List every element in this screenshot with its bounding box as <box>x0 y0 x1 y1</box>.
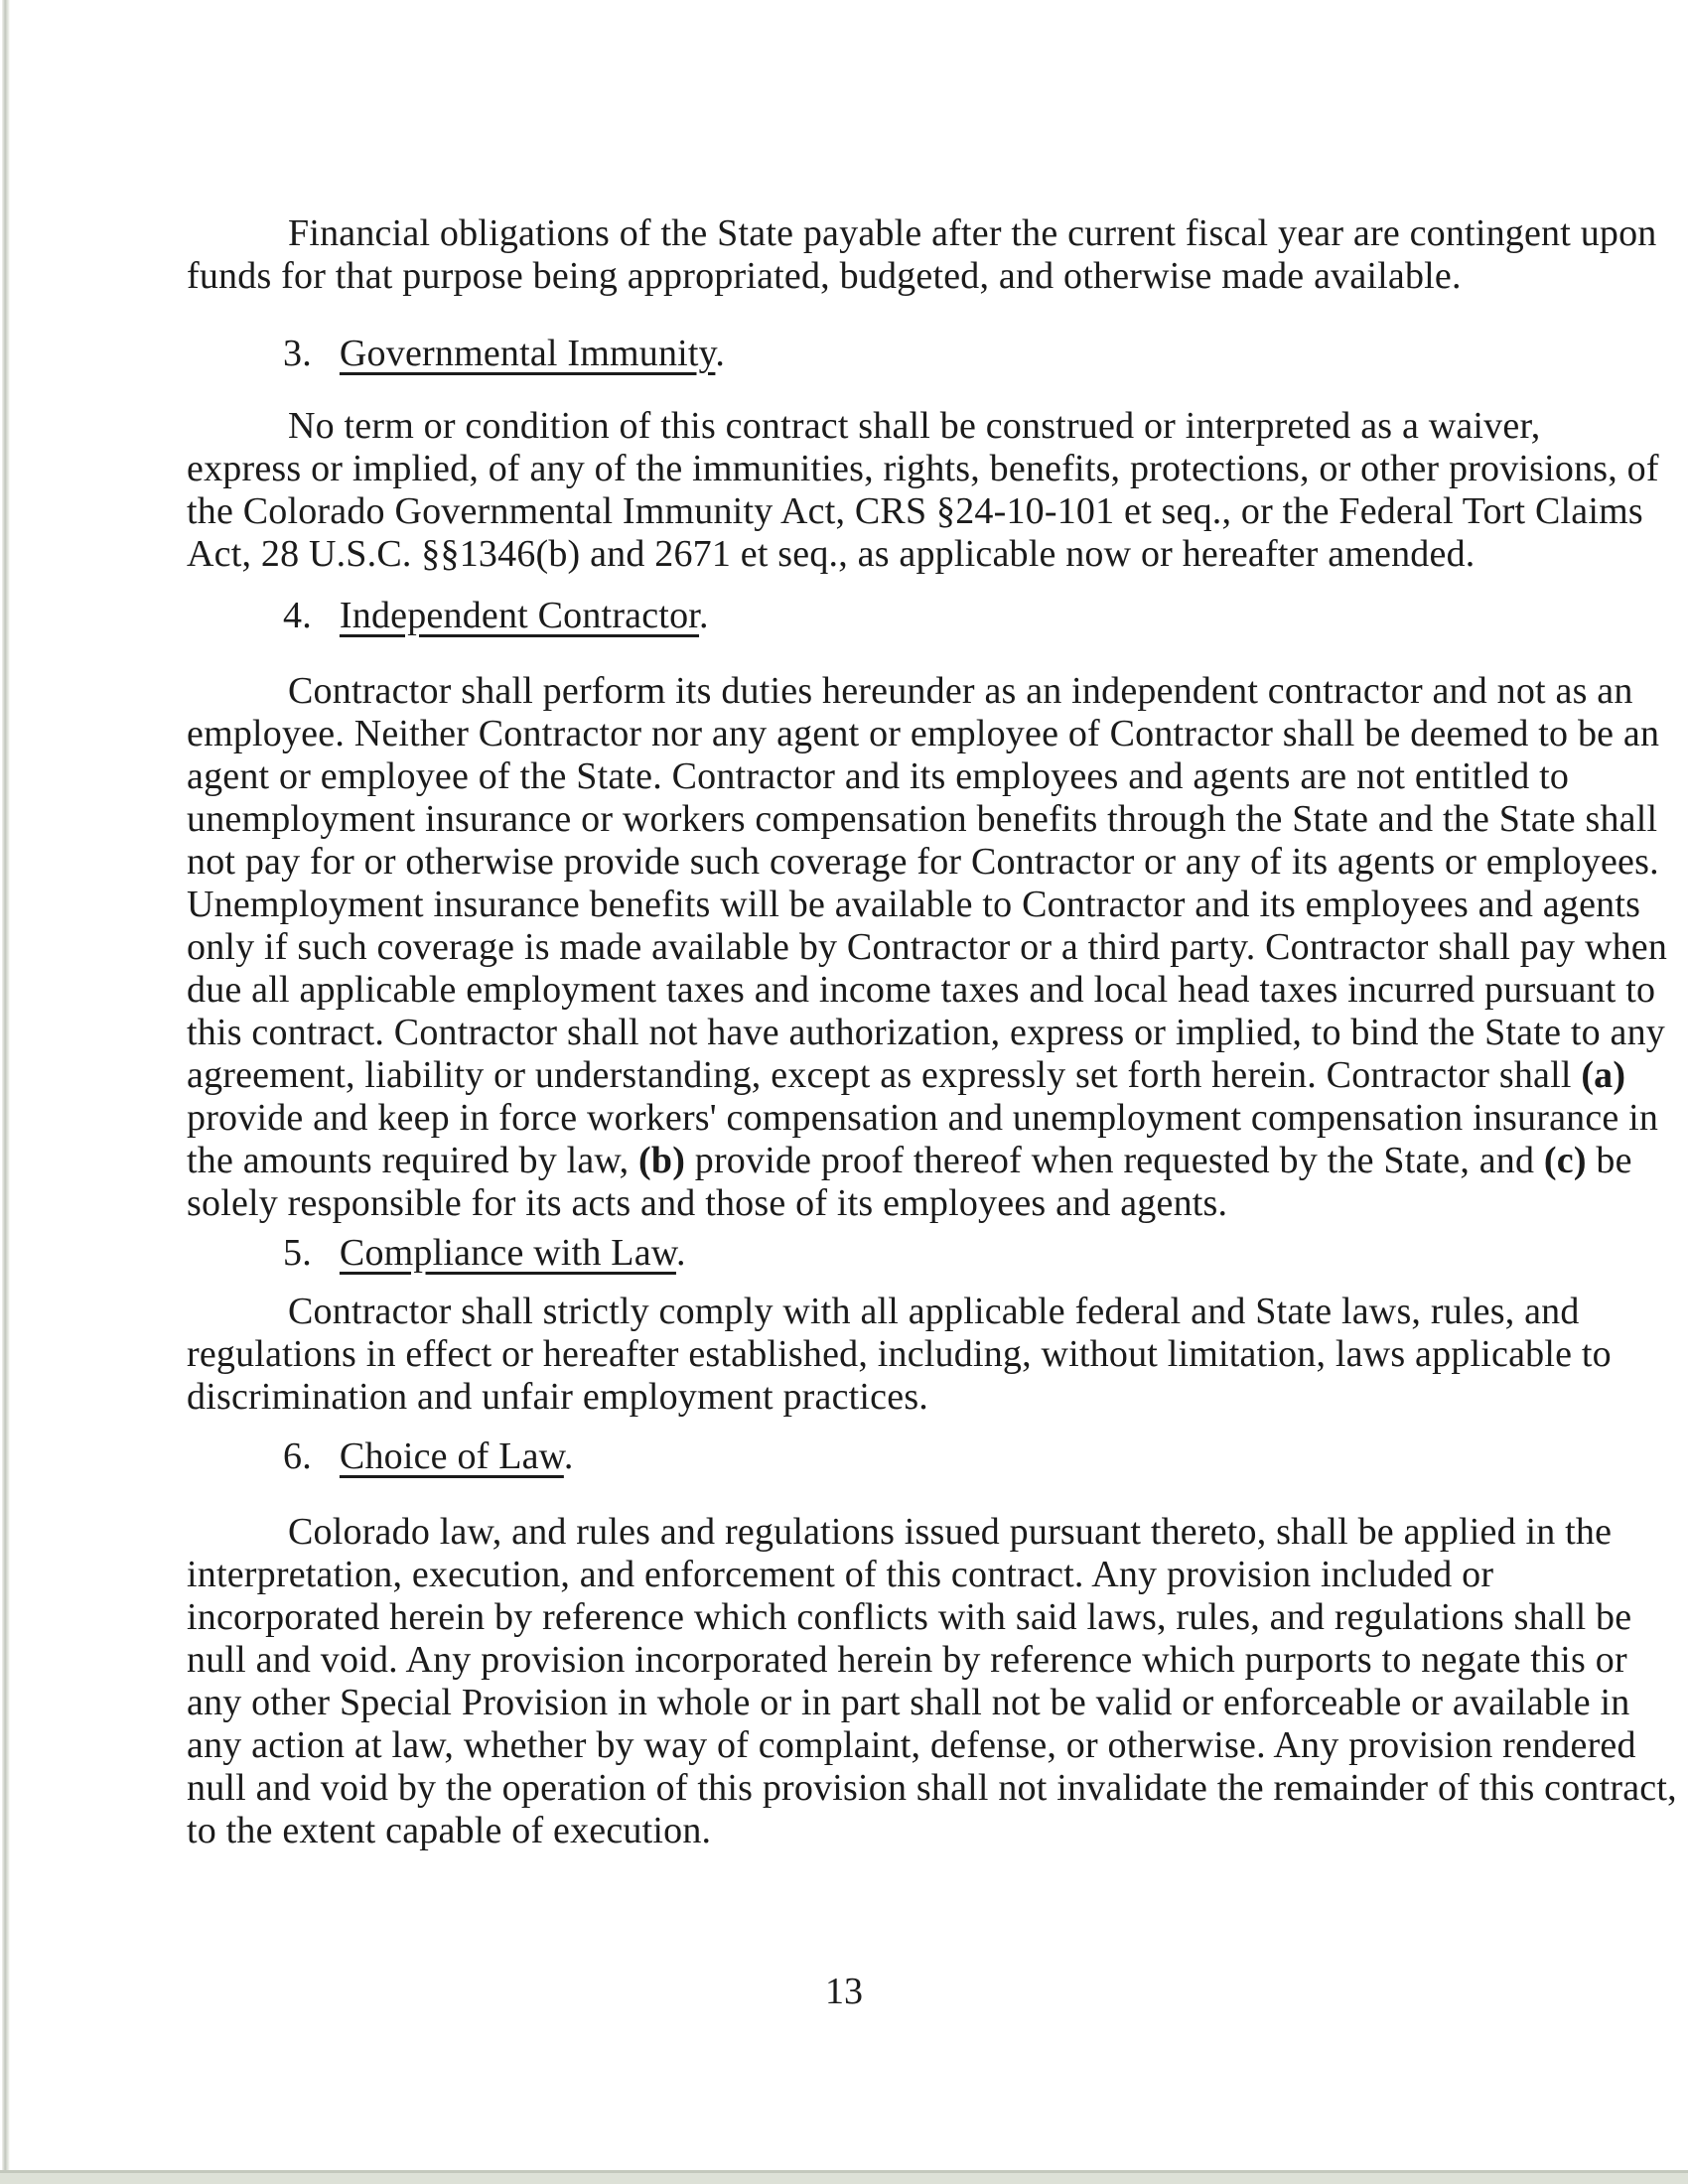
paragraph-choice-of-law <box>187 1511 1677 1852</box>
heading-title: Choice of Law <box>339 1435 564 1477</box>
paragraph-compliance-with-law <box>187 1291 1612 1419</box>
text-line: Contractor shall perform its duties hereunder as an independent contractor and not as an <box>288 670 1633 712</box>
heading-number: 6. <box>283 1435 312 1477</box>
paragraph-governmental-immunity <box>187 405 1659 576</box>
text-line: Act, 28 U.S.C. §§1346(b) and 2671 et seq., as applicable now or hereafter amended. <box>187 533 1476 575</box>
text-line: Financial obligations of the State payable after the current fiscal year are contingent upon <box>288 212 1657 254</box>
text-line: No term or condition of this contract shall be construed or interpreted as a waiver, <box>288 405 1541 447</box>
text-line: employee. Neither Contractor nor any agent or employee of Contractor shall be deemed to be an <box>187 713 1660 754</box>
text-line: incorporated herein by reference which conflicts with said laws, rules, and regulations shall be <box>187 1596 1632 1638</box>
text-line: Contractor shall strictly comply with all applicable federal and State laws, rules, and <box>288 1291 1580 1332</box>
page-number: 13 <box>825 1971 863 2012</box>
text-line: null and void by the operation of this provision shall not invalidate the remainder of this contract, <box>187 1767 1677 1809</box>
text-line: unemployment insurance or workers compensation benefits through the State and the State shall <box>187 798 1658 840</box>
text-line: funds for that purpose being appropriated, budgeted, and otherwise made available. <box>187 255 1462 297</box>
heading-period: . <box>699 595 709 636</box>
paragraph-independent-contractor <box>187 670 1668 1225</box>
heading-number: 3. <box>283 333 312 374</box>
heading-period: . <box>675 1232 686 1274</box>
text-line: Unemployment insurance benefits will be available to Contractor and its employees and agents <box>187 884 1641 925</box>
text-line: only if such coverage is made available by Contractor or a third party. Contractor shall pay when <box>187 926 1668 968</box>
text-line: discrimination and unfair employment practices. <box>187 1376 929 1418</box>
text-line: to the extent capable of execution. <box>187 1810 712 1851</box>
text-line: any action at law, whether by way of complaint, defense, or otherwise. Any provision rendered <box>187 1724 1636 1766</box>
text-line: provide and keep in force workers' compensation and unemployment compensation insurance in <box>187 1097 1659 1139</box>
text-line: not pay for or otherwise provide such coverage for Contractor or any of its agents or employees. <box>187 841 1659 883</box>
text-line: null and void. Any provision incorporated herein by reference which purports to negate this or <box>187 1639 1627 1681</box>
text-line: interpretation, execution, and enforcement of this contract. Any provision included or <box>187 1554 1494 1595</box>
text-line: the Colorado Governmental Immunity Act, CRS §24-10-101 et seq., or the Federal Tort Claims <box>187 490 1643 532</box>
text-line: agent or employee of the State. Contractor and its employees and agents are not entitled to <box>187 755 1570 797</box>
text-line: agreement, liability or understanding, except as expressly set forth herein. Contractor shall (a) <box>187 1054 1626 1096</box>
heading-choice-of-law <box>283 1434 574 1478</box>
heading-governmental-immunity <box>283 332 725 375</box>
heading-number: 5. <box>283 1232 312 1274</box>
scan-edge-artifact-left <box>2 0 10 2176</box>
text-line: express or implied, of any of the immunities, rights, benefits, protections, or other provisions, of <box>187 448 1659 489</box>
text-line: any other Special Provision in whole or in part shall not be valid or enforceable or available in <box>187 1682 1630 1723</box>
heading-number: 4. <box>283 595 312 636</box>
text-line: regulations in effect or hereafter established, including, without limitation, laws applicable to <box>187 1333 1612 1375</box>
text-line: Colorado law, and rules and regulations issued pursuant thereto, shall be applied in the <box>288 1511 1613 1553</box>
heading-independent-contractor <box>283 594 709 637</box>
paragraph-financial-obligations <box>187 212 1657 298</box>
scan-band-artifact-bottom <box>0 2170 1688 2184</box>
text-line: solely responsible for its acts and those of its employees and agents. <box>187 1182 1228 1224</box>
text-line: this contract. Contractor shall not have authorization, express or implied, to bind the State to any <box>187 1012 1665 1053</box>
heading-title: Governmental Immunity <box>339 333 716 374</box>
heading-title: Compliance with Law <box>339 1232 676 1274</box>
heading-period: . <box>715 333 726 374</box>
heading-compliance-with-law <box>283 1231 686 1275</box>
heading-title: Independent Contractor <box>339 595 700 636</box>
text-line: the amounts required by law, (b) provide proof thereof when requested by the State, and (c) be <box>187 1140 1632 1181</box>
text-line: due all applicable employment taxes and income taxes and local head taxes incurred pursuant to <box>187 969 1656 1011</box>
heading-period: . <box>563 1435 574 1477</box>
